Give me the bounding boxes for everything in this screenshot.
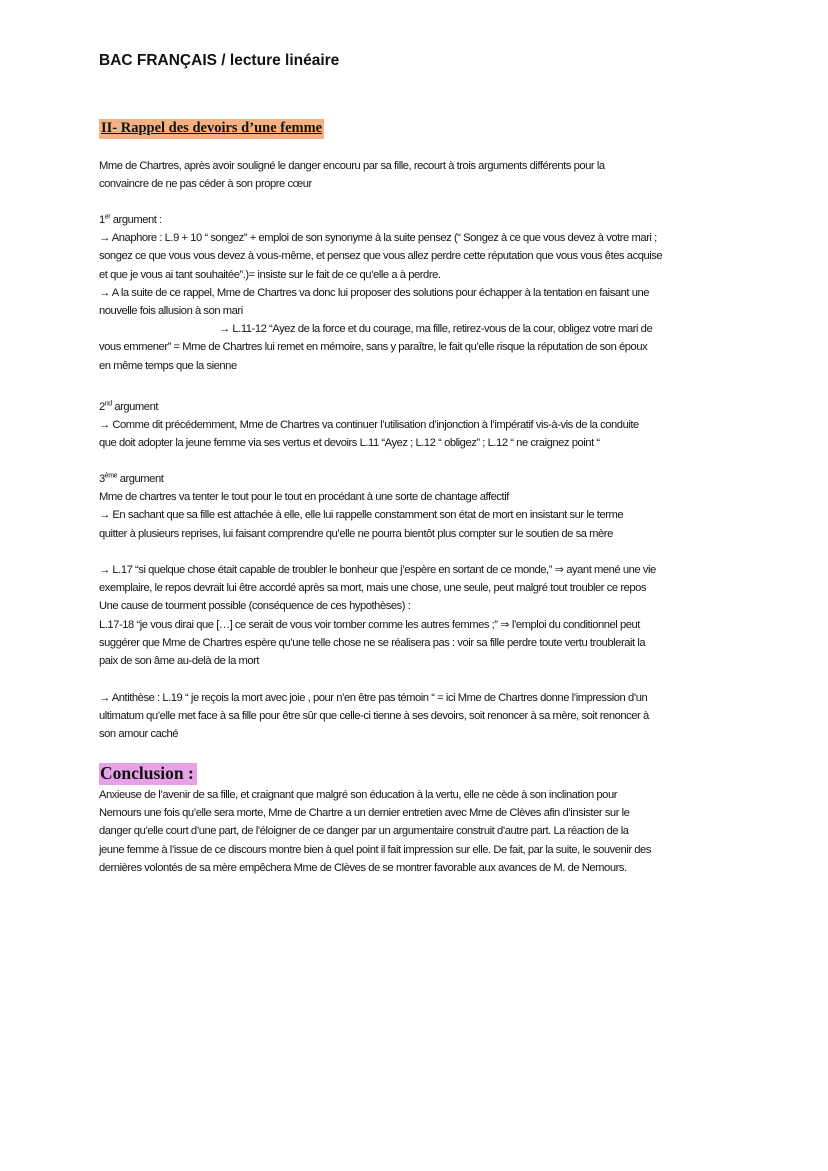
text-line: que doit adopter la jeune femme via ses vertus et devoirs L.11 “Ayez ; L.12 “ obligez” ; L.12 “ ne craignez point “: [99, 437, 600, 450]
text-line: danger qu’elle court d’une part, de l’éloigner de ce danger par un argumentaire construit d’autre part. La réaction de la: [99, 825, 629, 838]
argument-1-heading: 1er argument :: [99, 213, 162, 226]
text-line: paix de son âme au-delà de la mort: [99, 654, 260, 667]
page-header: BAC FRANÇAIS / lecture linéaire: [99, 52, 340, 69]
text-line: exemplaire, le repos devrait lui être accordé après sa mort, mais une chose, une seule, peut malgré tout troubler ce repos: [99, 582, 647, 595]
text-line: son amour caché: [99, 728, 179, 741]
text-line: et que je vous ai tant souhaitée”.)= insiste sur le fait de ce qu’elle a à perdre.: [99, 268, 441, 281]
intro-paragraph: [99, 157, 739, 193]
text-line: → A la suite de ce rappel, Mme de Chartres va donc lui proposer des solutions pour échapper à la tentation en faisant une: [99, 286, 650, 299]
text-line: jeune femme à l’issue de ce discours montre bien à quel point il fait impression sur elle. De fait, par la suite, le souvenir des: [99, 843, 651, 856]
text-line: convaincre de ne pas céder à son propre cœur: [99, 178, 312, 191]
argument-1: [99, 211, 739, 375]
text-line: L.17-18 “je vous dirai que […] ce serait de vous voir tomber comme les autres femmes ;” ⇒ l’emploi du conditionnel peut: [99, 618, 640, 631]
text-line: → Antithèse : L.19 “ je reçois la mort avec joie , pour n’en être pas témoin “ = ici Mme de Chartres donne l’impression d’un: [99, 692, 648, 704]
text-line: vous emmener” = Mme de Chartres lui remet en mémoire, sans y paraître, le fait qu’elle risque la réputation de son époux: [99, 341, 648, 354]
conclusion-paragraph: [99, 786, 739, 877]
text-line: en même temps que la sienne: [99, 359, 237, 372]
argument-3: [99, 470, 739, 543]
argument-3-paragraph-2: [99, 561, 739, 670]
text-line: songez ce que vous vous devez à vous-même, et pensez que vous allez perdre cette réputation que vous vous êtes acquise: [99, 250, 663, 263]
text-line: Une cause de tourment possible (conséquence de ces hypothèses) :: [99, 600, 411, 613]
text-line: → Anaphore : L.9 + 10 “ songez” + emploi de son synonyme à la suite pensez (“ Songez à ce que vous devez à votre mari ;: [99, 232, 657, 245]
conclusion-title: Conclusion :: [99, 763, 197, 785]
text-line: Anxieuse de l’avenir de sa fille, et craignant que malgré son éducation à la vertu, elle ne cède à son inclination pour: [99, 789, 617, 801]
argument-3-heading: 3ème argument: [99, 472, 164, 485]
text-line: nouvelle fois allusion à son mari: [99, 304, 243, 317]
text-line: → En sachant que sa fille est attachée à elle, elle lui rappelle constamment son état de mort en insistant sur le terme: [99, 509, 624, 522]
section-title: II- Rappel des devoirs d’une femme: [99, 119, 324, 139]
argument-2: [99, 398, 739, 453]
text-line: Mme de Chartres, après avoir souligné le danger encouru par sa fille, recourt à trois arguments différents pour la: [99, 160, 605, 172]
text-line: quitter à plusieurs reprises, lui faisant comprendre qu’elle ne pourra bientôt plus compter sur le soutien de sa mère: [99, 527, 613, 540]
argument-2-heading: 2nd argument: [99, 400, 158, 413]
text-line-indented: → L.11-12 “Ayez de la force et du courage, ma fille, retirez-vous de la cour, obligez votre mari de: [219, 323, 653, 336]
text-line: dernières volontés de sa mère empêchera Mme de Clèves de se montrer favorable aux avances de M. de Nemours.: [99, 861, 627, 874]
text-line: suggérer que Mme de Chartres espère qu’une telle chose ne se réalisera pas : voir sa fille perdre toute vertu troublerait la: [99, 636, 646, 649]
text-line: ultimatum qu’elle met face à sa fille pour être sûr que celle-ci tienne à ses devoirs, soit renoncer à sa mère, soit renoncer à: [99, 710, 649, 723]
text-line: → L.17 “si quelque chose était capable de troubler le bonheur que j’espère en sortant de ce monde,” ⇒ ayant mené une vie: [99, 564, 656, 576]
text-line: Nemours une fois qu’elle sera morte, Mme de Chartre a un dernier entretien avec Mme de Clèves afin d’insister sur le: [99, 807, 630, 820]
text-line: Mme de chartres va tenter le tout pour le tout en procédant à une sorte de chantage affectif: [99, 491, 509, 504]
argument-3-paragraph-3: [99, 689, 739, 744]
text-line: → Comme dit précédemment, Mme de Chartres va continuer l’utilisation d’injonction à l’impératif vis-à-vis de la conduite: [99, 419, 639, 432]
